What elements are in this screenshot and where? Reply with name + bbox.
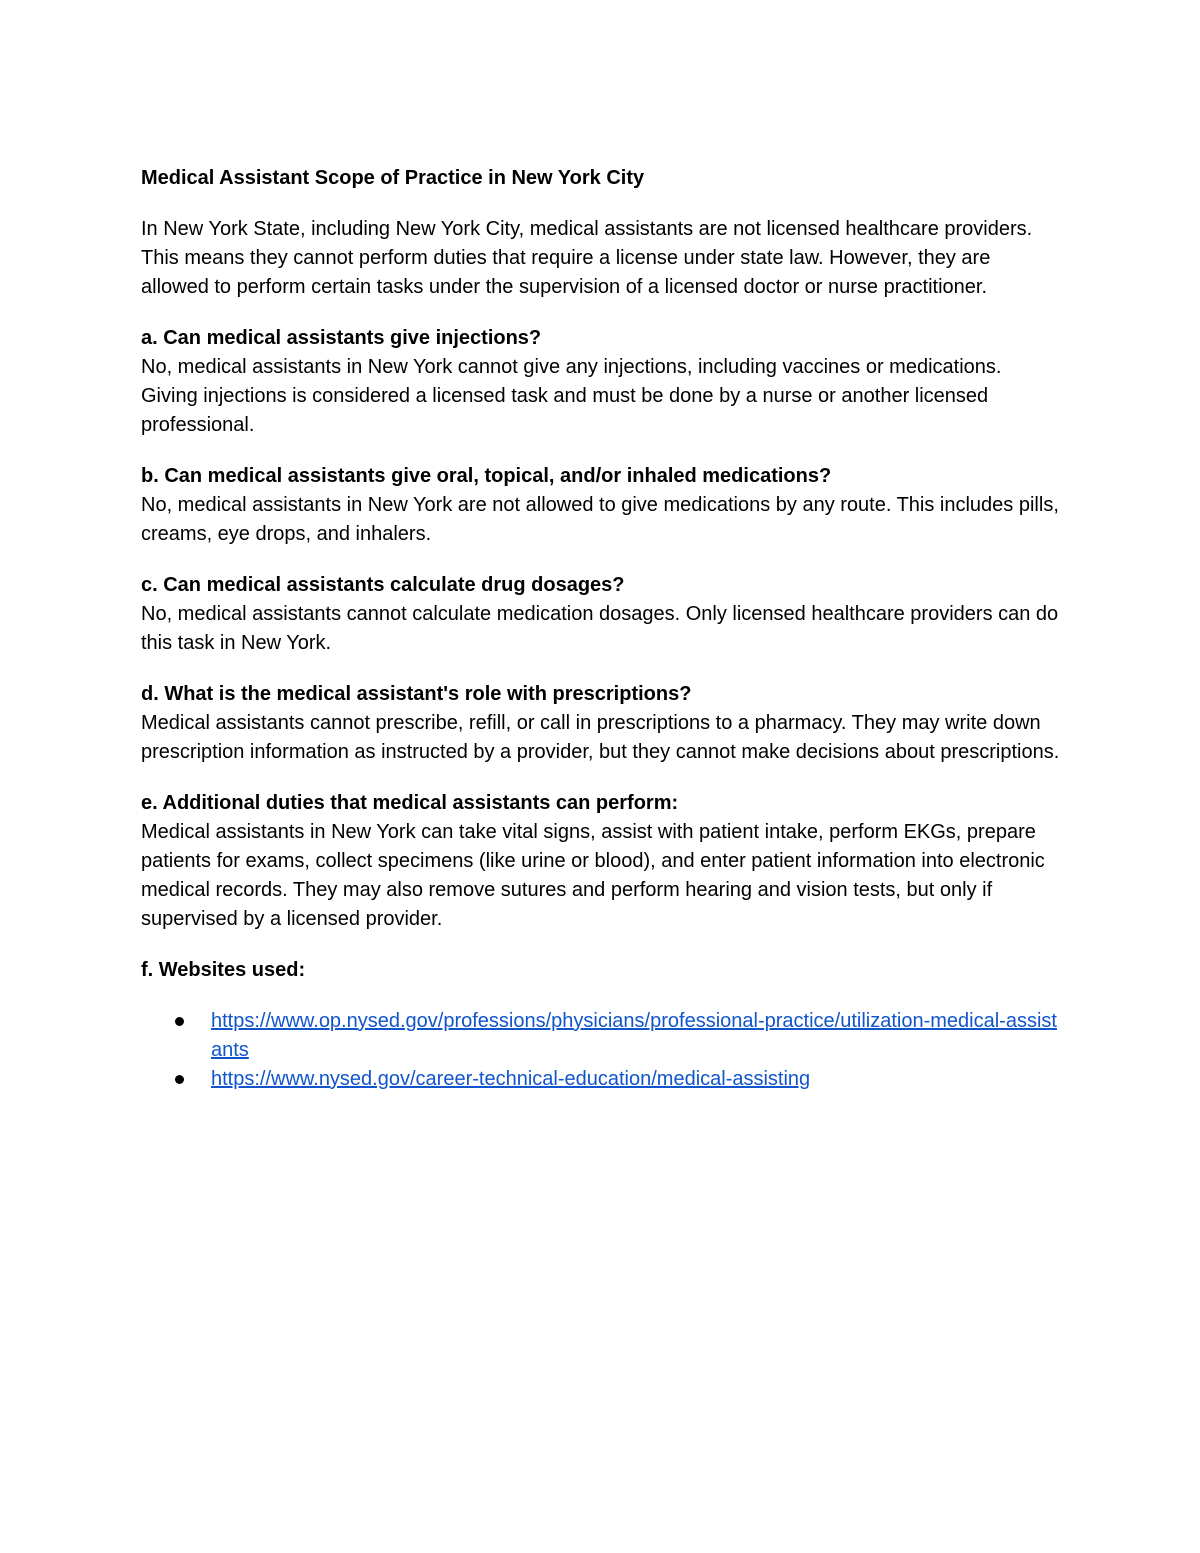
document-page bbox=[141, 164, 1061, 1094]
section-medications bbox=[141, 462, 1061, 549]
section-prescriptions bbox=[141, 680, 1061, 767]
section-injections bbox=[141, 324, 1061, 440]
answer-paragraph: No, medical assistants cannot calculate medication dosages. Only licensed healthcare providers can do this task in New York. bbox=[141, 603, 1059, 654]
answer-paragraph: No, medical assistants in New York are not allowed to give medications by any route. This includes pills, creams, eye drops, and inhalers. bbox=[141, 494, 1059, 545]
section-dosages bbox=[141, 571, 1061, 658]
websites-list bbox=[141, 1007, 1061, 1094]
question-heading: c. Can medical assistants calculate drug dosages? bbox=[141, 574, 625, 596]
question-heading: b. Can medical assistants give oral, topical, and/or inhaled medications? bbox=[141, 465, 832, 487]
section-additional-duties bbox=[141, 789, 1061, 934]
question-heading: d. What is the medical assistant's role with prescriptions? bbox=[141, 683, 692, 705]
list-item bbox=[211, 1007, 1061, 1065]
bullet-icon bbox=[175, 1075, 184, 1084]
question-heading: a. Can medical assistants give injections? bbox=[141, 327, 542, 349]
question-heading: e. Additional duties that medical assistants can perform: bbox=[141, 792, 679, 814]
list-item bbox=[211, 1065, 1061, 1094]
answer-paragraph: Medical assistants cannot prescribe, refill, or call in prescriptions to a pharmacy. They may write down prescription information as instructed by a provider, but they cannot make decisions about prescriptions. bbox=[141, 712, 1060, 763]
document-title: Medical Assistant Scope of Practice in New York City bbox=[141, 167, 645, 189]
nysed-cte-link[interactable]: https://www.nysed.gov/career-technical-education/medical-assisting bbox=[211, 1068, 811, 1090]
answer-paragraph: No, medical assistants in New York cannot give any injections, including vaccines or medications. Giving injections is considered a licensed task and must be done by a nurse or another licensed professional. bbox=[141, 356, 1002, 436]
nysed-op-link[interactable]: https://www.op.nysed.gov/professions/physicians/professional-practice/utilization-medical-assistants bbox=[211, 1010, 1057, 1061]
answer-paragraph: Medical assistants in New York can take vital signs, assist with patient intake, perform EKGs, prepare patients for exams, collect specimens (like urine or blood), and enter patient information into electronic medical records. They may also remove sutures and perform hearing and vision tests, but only if supervised by a licensed provider. bbox=[141, 821, 1045, 930]
websites-heading: f. Websites used: bbox=[141, 959, 306, 981]
intro-paragraph: In New York State, including New York City, medical assistants are not licensed healthcare providers. This means they cannot perform duties that require a license under state law. However, they are allowed to perform certain tasks under the supervision of a licensed doctor or nurse practitioner. bbox=[141, 218, 1033, 298]
bullet-icon bbox=[175, 1017, 184, 1026]
